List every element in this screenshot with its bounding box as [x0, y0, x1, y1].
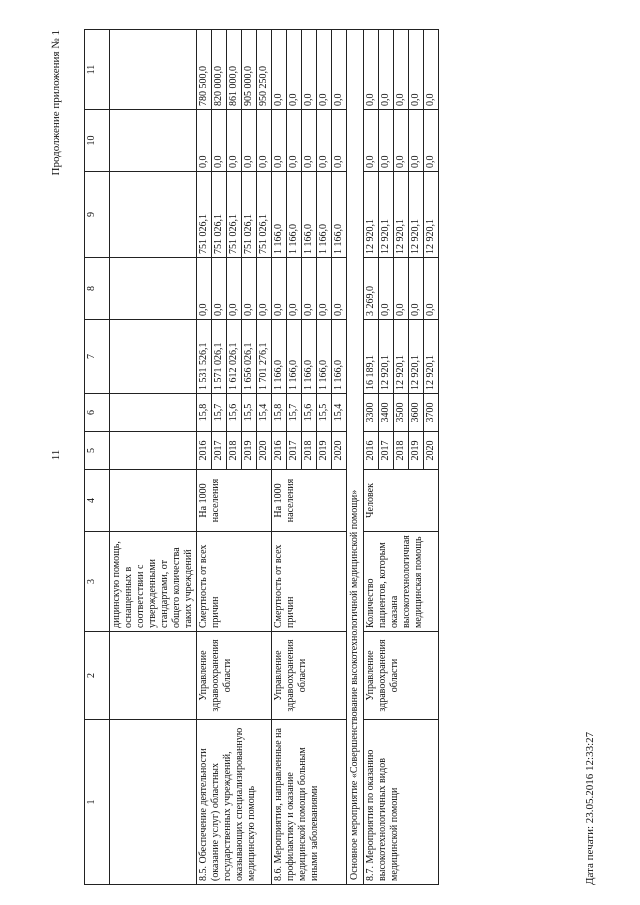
- total-cell: 1 656 026,1: [242, 320, 257, 394]
- indicator-cell: Смертность от всех причин: [272, 532, 347, 632]
- federal-cell: 0,0: [257, 258, 272, 320]
- total-cell: 12 920,1: [394, 320, 409, 394]
- section-row: [347, 30, 364, 885]
- target-cell: 15,5: [317, 394, 332, 432]
- target-cell: 3400: [379, 394, 394, 432]
- federal-cell: 0,0: [287, 258, 302, 320]
- municipal-cell: 0,0: [287, 110, 302, 172]
- col-header: 7: [85, 320, 110, 394]
- federal-cell: 0,0: [197, 258, 212, 320]
- year-cell: 2016: [364, 432, 379, 470]
- program-table: [84, 29, 439, 885]
- federal-cell: 0,0: [379, 258, 394, 320]
- municipal-cell: 0,0: [379, 110, 394, 172]
- total-cell: 1 166,0: [317, 320, 332, 394]
- other-cell: 0,0: [332, 30, 347, 110]
- other-cell: 0,0: [287, 30, 302, 110]
- regional-cell: 751 026,1: [257, 172, 272, 258]
- total-cell: 1 531 526,1: [197, 320, 212, 394]
- total-cell: 1 166,0: [272, 320, 287, 394]
- other-cell: 0,0: [317, 30, 332, 110]
- target-cell: 15,5: [242, 394, 257, 432]
- col-header: 6: [85, 394, 110, 432]
- col-header: 3: [85, 532, 110, 632]
- other-cell: 0,0: [394, 30, 409, 110]
- municipal-cell: 0,0: [302, 110, 317, 172]
- print-date: Дата печати: 23.05.2016 12:33:27: [584, 731, 596, 885]
- cell: [110, 432, 197, 470]
- target-cell: 15,4: [257, 394, 272, 432]
- rotated-page: [50, 30, 610, 885]
- year-cell: 2020: [424, 432, 439, 470]
- federal-cell: 0,0: [272, 258, 287, 320]
- federal-cell: 0,0: [409, 258, 424, 320]
- federal-cell: 0,0: [242, 258, 257, 320]
- federal-cell: 0,0: [302, 258, 317, 320]
- cell: [110, 172, 197, 258]
- municipal-cell: 0,0: [364, 110, 379, 172]
- col-header: 1: [85, 720, 110, 885]
- executor-cell: Управление здравоохранения области: [197, 632, 272, 720]
- activity-8-5: [197, 30, 272, 885]
- year-cell: 2018: [394, 432, 409, 470]
- cell: [110, 258, 197, 320]
- total-cell: 1 571 026,1: [212, 320, 227, 394]
- regional-cell: 751 026,1: [227, 172, 242, 258]
- indicator-cell: Количество пациентов, которым оказана высокотехнологичная медицинская помощь: [364, 532, 439, 632]
- municipal-cell: 0,0: [197, 110, 212, 172]
- municipal-cell: 0,0: [332, 110, 347, 172]
- cell: [110, 30, 197, 110]
- activity-8-6: [272, 30, 347, 885]
- regional-cell: 1 166,0: [332, 172, 347, 258]
- regional-cell: 12 920,1: [409, 172, 424, 258]
- column-number-row: [85, 30, 110, 885]
- total-cell: 12 920,1: [409, 320, 424, 394]
- federal-cell: 3 269,0: [364, 258, 379, 320]
- appendix-title: Продолжение приложения № 1: [50, 30, 62, 176]
- cell: [110, 394, 197, 432]
- regional-cell: 1 166,0: [287, 172, 302, 258]
- page-number: 11: [50, 449, 62, 461]
- municipal-cell: 0,0: [424, 110, 439, 172]
- total-cell: 1 166,0: [287, 320, 302, 394]
- total-cell: 16 189,1: [364, 320, 379, 394]
- activity-name: 8.5. Обеспечение деятельности (оказание услуг) областных государственных учреждений, оказывающих специализированную медицинскую помощь: [197, 720, 272, 885]
- total-cell: 1 701 276,1: [257, 320, 272, 394]
- other-cell: 0,0: [424, 30, 439, 110]
- target-cell: 3600: [409, 394, 424, 432]
- target-cell: 15,7: [287, 394, 302, 432]
- regional-cell: 1 166,0: [317, 172, 332, 258]
- cell: [110, 632, 197, 720]
- target-cell: 15,6: [227, 394, 242, 432]
- regional-cell: 12 920,1: [364, 172, 379, 258]
- other-cell: 780 500,0: [197, 30, 212, 110]
- year-cell: 2017: [379, 432, 394, 470]
- year-cell: 2016: [272, 432, 287, 470]
- col-header: 8: [85, 258, 110, 320]
- year-row: [272, 30, 287, 885]
- year-cell: 2019: [409, 432, 424, 470]
- federal-cell: 0,0: [317, 258, 332, 320]
- year-row: [197, 30, 212, 885]
- total-cell: 1 612 026,1: [227, 320, 242, 394]
- total-cell: 12 920,1: [424, 320, 439, 394]
- cell: [110, 470, 197, 532]
- federal-cell: 0,0: [394, 258, 409, 320]
- other-cell: 820 000,0: [212, 30, 227, 110]
- target-cell: 3300: [364, 394, 379, 432]
- activity-8-7: [364, 30, 439, 885]
- other-cell: 950 250,0: [257, 30, 272, 110]
- activity-name: 8.6. Мероприятия, направленные на профилактику и оказание медицинской помощи больным иными заболеваниями: [272, 720, 347, 885]
- year-cell: 2018: [227, 432, 242, 470]
- total-cell: 12 920,1: [379, 320, 394, 394]
- unit-cell: Человек: [364, 470, 439, 532]
- municipal-cell: 0,0: [257, 110, 272, 172]
- unit-cell: На 1000 населения: [272, 470, 347, 532]
- target-cell: 3500: [394, 394, 409, 432]
- total-cell: 1 166,0: [302, 320, 317, 394]
- regional-cell: 751 026,1: [242, 172, 257, 258]
- year-row: [364, 30, 379, 885]
- indicator-cell: Смертность от всех причин: [197, 532, 272, 632]
- year-cell: 2020: [332, 432, 347, 470]
- other-cell: 0,0: [364, 30, 379, 110]
- federal-cell: 0,0: [424, 258, 439, 320]
- regional-cell: 12 920,1: [379, 172, 394, 258]
- other-cell: 0,0: [302, 30, 317, 110]
- municipal-cell: 0,0: [394, 110, 409, 172]
- regional-cell: 1 166,0: [272, 172, 287, 258]
- total-cell: 1 166,0: [332, 320, 347, 394]
- executor-cell: Управление здравоохранения области: [364, 632, 439, 720]
- regional-cell: 12 920,1: [424, 172, 439, 258]
- executor-cell: Управление здравоохранения области: [272, 632, 347, 720]
- municipal-cell: 0,0: [272, 110, 287, 172]
- regional-cell: 751 026,1: [197, 172, 212, 258]
- section-title: Основное мероприятие «Совершенствование высокотехнологичной медицинской помощи»: [347, 30, 364, 885]
- year-cell: 2017: [287, 432, 302, 470]
- year-cell: 2016: [197, 432, 212, 470]
- municipal-cell: 0,0: [227, 110, 242, 172]
- cell: [110, 720, 197, 885]
- federal-cell: 0,0: [227, 258, 242, 320]
- regional-cell: 1 166,0: [302, 172, 317, 258]
- regional-cell: 751 026,1: [212, 172, 227, 258]
- unit-cell: На 1000 населения: [197, 470, 272, 532]
- other-cell: 861 000,0: [227, 30, 242, 110]
- municipal-cell: 0,0: [317, 110, 332, 172]
- indicator-cell: дицинскую помощь, оснащенных в соответствии с утвержденными стандартами, от общего количества таких учреждений: [110, 532, 197, 632]
- other-cell: 0,0: [272, 30, 287, 110]
- col-header: 2: [85, 632, 110, 720]
- col-header: 10: [85, 110, 110, 172]
- municipal-cell: 0,0: [212, 110, 227, 172]
- other-cell: 0,0: [379, 30, 394, 110]
- year-cell: 2018: [302, 432, 317, 470]
- target-cell: 15,6: [302, 394, 317, 432]
- col-header: 9: [85, 172, 110, 258]
- regional-cell: 12 920,1: [394, 172, 409, 258]
- municipal-cell: 0,0: [242, 110, 257, 172]
- activity-name: 8.7. Мероприятия по оказанию высокотехнологичных видов медицинской помощи: [364, 720, 439, 885]
- year-cell: 2019: [242, 432, 257, 470]
- continuation-row: [110, 30, 197, 885]
- target-cell: 15,8: [197, 394, 212, 432]
- target-cell: 15,4: [332, 394, 347, 432]
- cell: [110, 110, 197, 172]
- target-cell: 15,8: [272, 394, 287, 432]
- target-cell: 15,7: [212, 394, 227, 432]
- federal-cell: 0,0: [212, 258, 227, 320]
- other-cell: 905 000,0: [242, 30, 257, 110]
- year-cell: 2019: [317, 432, 332, 470]
- municipal-cell: 0,0: [409, 110, 424, 172]
- year-cell: 2020: [257, 432, 272, 470]
- col-header: 4: [85, 470, 110, 532]
- other-cell: 0,0: [409, 30, 424, 110]
- cell: [110, 320, 197, 394]
- federal-cell: 0,0: [332, 258, 347, 320]
- col-header: 5: [85, 432, 110, 470]
- year-cell: 2017: [212, 432, 227, 470]
- target-cell: 3700: [424, 394, 439, 432]
- col-header: 11: [85, 30, 110, 110]
